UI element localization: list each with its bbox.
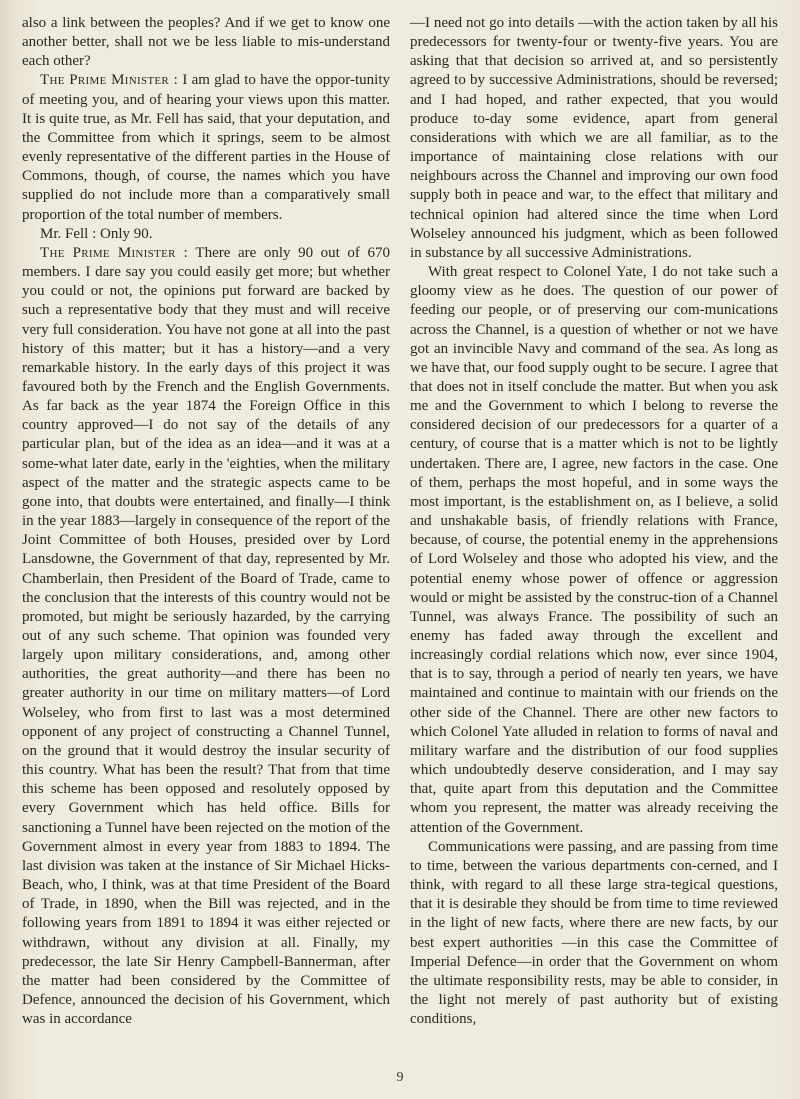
paragraph-continuation: —I need not go into details —with the action taken by all his predecessors for twenty-four or twenty-five years. You are asking that that decision so arrived at, and so persistently agreed to by successive Administrations, should be reversed; and I had hoped, and rather expected, that you would produce to-day some evidence, apart from general considerations with which we are all familiar, as to the importance of maintaining close relations with our neighbours across the Channel and improving our own food supply both in peace and war, to the effect that military and technical opinion had altered since the time when Lord Wolseley announced his judgment, which as been followed in substance by all successive Administrations. — [410, 15, 778, 261]
paragraph-prime-minister-history — [22, 244, 390, 1029]
right-column — [410, 14, 778, 1029]
speech-text: There are only 90 out of 670 members. I dare say you could easily get more; but whether you could or not, the opinions put forward are backed by such a representative body that they must and will receive very full consideration. You have not gone at all into the past history of this matter; but it has a history—and a very remarkable history. In the early days of this project it was favoured both by the French and the English Governments. As far back as the year 1874 the Foreign Office in this country approved—I do not say of the details of any particular plan, but of the idea as an idea—and it was at a some-what later date, early in the 'eighties, when the military aspect of the matter and the strategic aspects came to be gone into, that doubts were entertained, and finally—I think in the year 1883—largely in consequence of the report of the Joint Committee of both Houses, presided over by Lord Lansdowne, the Government of that day, represented by Mr. Chamberlain, then President of the Board of Trade, came to the conclusion that the interests of this country would not be promoted, but might be seriously hazarded, by the carrying out of any such scheme. That opinion was founded very largely upon military considerations, and, among other authorities, the great authority—and there has been no greater authority in our time on military matters—of Lord Wolseley, who from first to last was a most determined opponent of any project of constructing a Channel Tunnel, on the ground that it would destroy the insular security of this country. What has been the result? That from that time this scheme has been opposed and resolutely opposed by every Government which has held office. Bills for sanctioning a Tunnel have been rejected on the motion of the Government almost in every year from 1883 to 1894. The last division was taken at the instance of Sir Michael Hicks-Beach, who, I think, was at that time President of the Board of Trade, in 1890, when the Bill was rejected, and in the following years from 1891 to 1894 it was either rejected or withdrawn, without any division at all. Finally, my predecessor, the late Sir Henry Campbell-Bannerman, after the matter had been considered by the Committee of Defence, announced the decision of his Government, which was in accordance — [22, 244, 391, 1028]
paragraph-colonel-yate-response: With great respect to Colonel Yate, I do not take such a gloomy view as he does. The question of our power of feeding our people, or of preserving our com-munications across the Channel, is a question of whether or not we have got an invincible Navy and command of the sea. As long as we have that, our food supply ought to be secure. I agree that that does not in itself conclude the matter. But when you ask me and the Government to which I belong to reverse the considered decision of our predecessors for a quarter of a century, of course that is a matter which is not to be lightly undertaken. There are, I agree, new factors in the case. One of them, perhaps the most hopeful, and in some ways the most important, is the establishment on, as I believe, a solid and unshakable basis, of friendly relations with France, because, of course, the potential enemy in the apprehensions of Lord Wolseley and those who adopted his view, and the potential enemy whose power of offence or aggression would or might be assisted by the construc-tion of a Channel Tunnel, was always France. The possibility of such an enemy has faded away through the excellent and increasingly cordial relations which now, ever since 1904, that is to say, through a period of nearly ten years, we have maintained and continue to maintain with our friends on the other side of the Channel. There are other new factors to which Colonel Yate alluded in relation to forms of naval and military warfare and the distribution of our food supplies which undoubtedly deserve consideration, and I may say that, quite apart from this deputation and the Committee whom you represent, the matter was already receiving the attention of the Government. — [410, 264, 778, 836]
speaker-label: The Prime Minister : — [40, 72, 179, 89]
speaker-label: The Prime Minister : — [40, 244, 189, 261]
paragraph-communications: Communications were passing, and are passing from time to time, between the various departments con-cerned, and I think, with regard to all these large stra-tegical questions, that it is desirable they should be from time to time reviewed in the light of new facts, where there are new facts, by our best expert authorities —in this case the Committee of Imperial Defence—in order that the Government on whom the ultimate responsibility rests, may be able to consider, in the light not merely of past authority but of existing conditions, — [410, 838, 778, 1028]
paragraph-prime-minister-reply — [22, 71, 390, 224]
speech-text: Only 90. — [96, 225, 153, 242]
speech-text: I am glad to have the oppor-tunity of meeting you, and of hearing your views upon this matter. It is quite true, as Mr. Fell has said, that your deputation, and the Committee from which it springs, seem to be almost evenly representative of the different parties in the House of Commons, though, of course, the names which you have supplied do not include more than a comparatively small proportion of the total number of members. — [22, 72, 390, 223]
page-number: 9 — [396, 1070, 404, 1085]
paragraph-fell-closing: also a link between the peoples? And if we get to know one another better, shall not we be less liable to mis-understand each other? — [22, 15, 390, 70]
speaker-label: Mr. Fell : — [40, 225, 97, 242]
paragraph-fell-interjection — [22, 225, 390, 244]
left-column — [22, 14, 390, 1029]
